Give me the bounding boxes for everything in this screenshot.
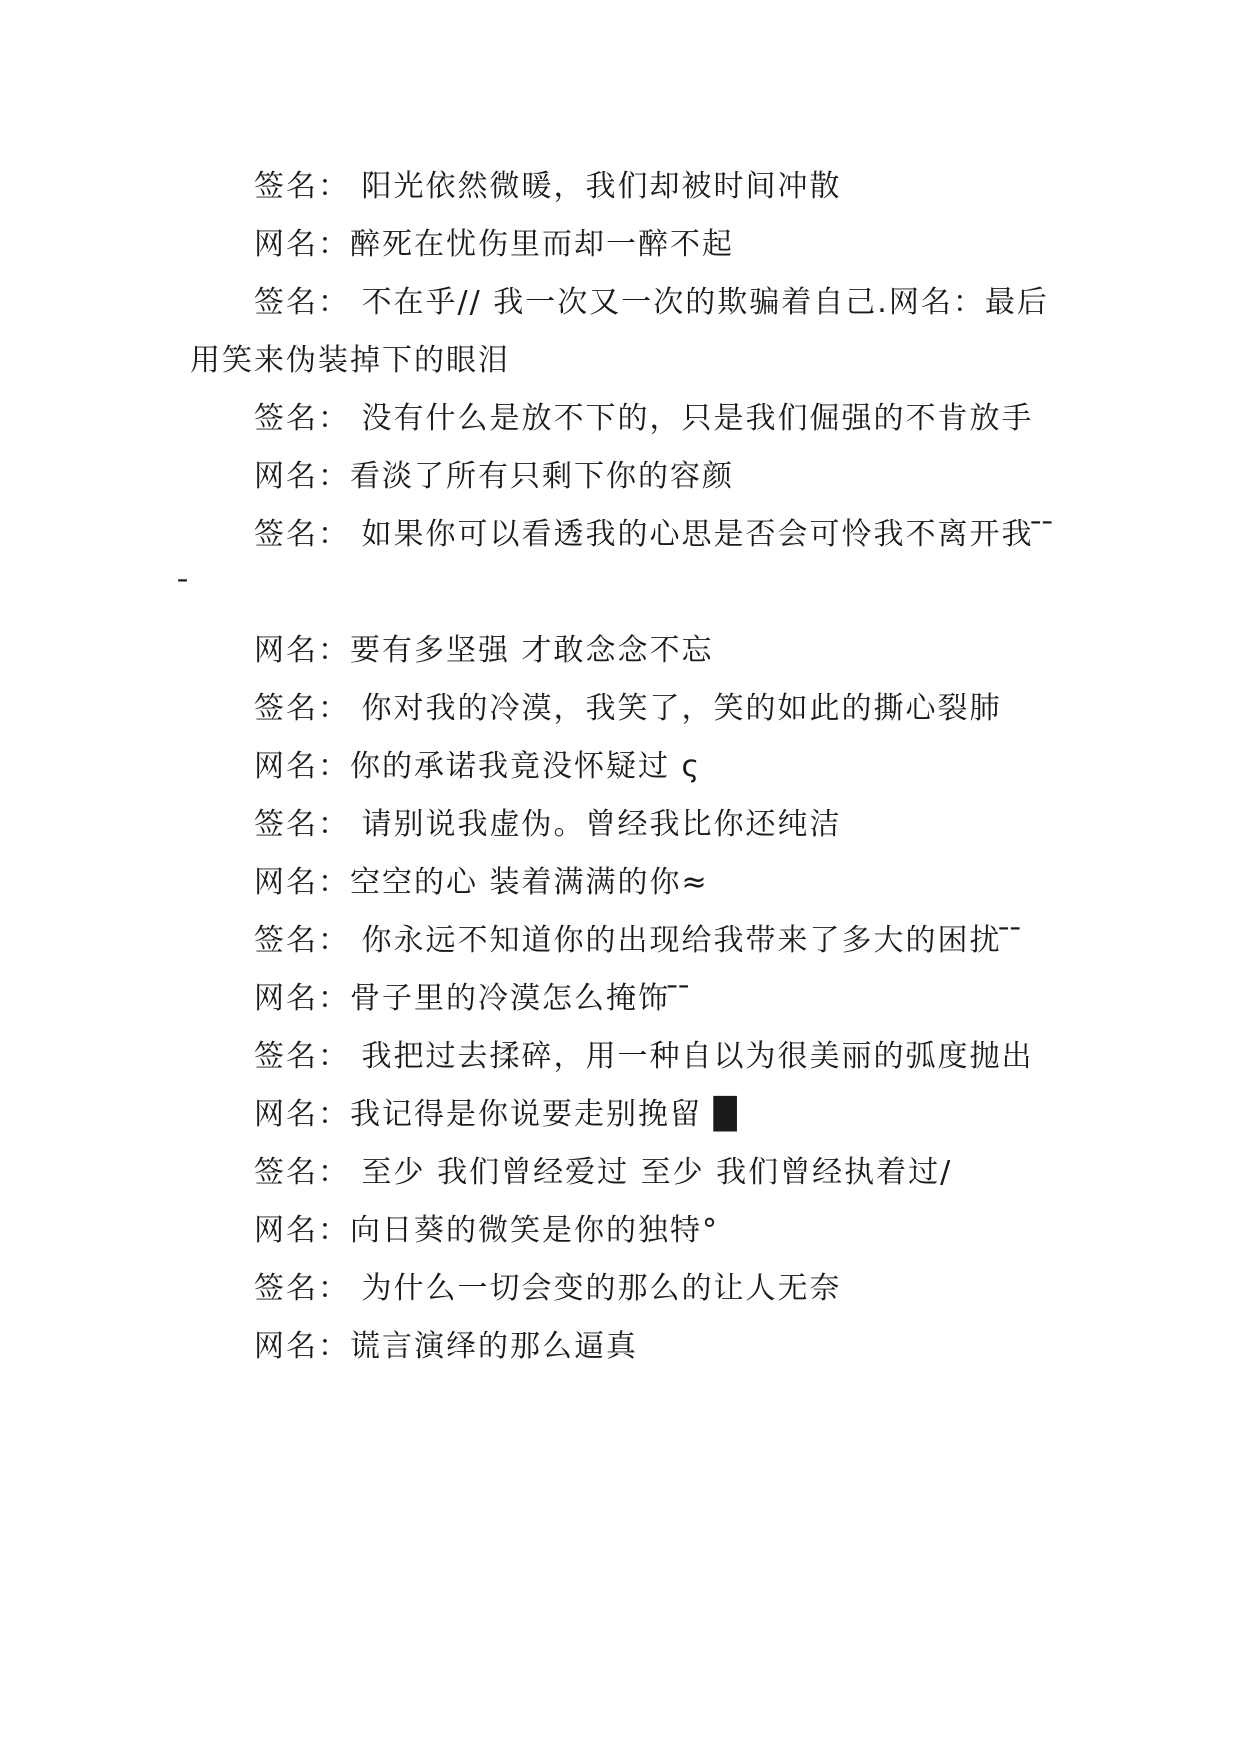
signature-line: 签名： 你永远不知道你的出现给我带来了多大的困扰 ̄ ̄ [254, 923, 1025, 958]
nickname-line: 网名：空空的心 装着满满的你≈ [254, 865, 709, 900]
nickname-line: 网名：向日葵的微笑是你的独特° [254, 1213, 719, 1248]
signature-line: 签名： 我把过去揉碎，用一种自以为很美丽的弧度抛出 [254, 1039, 1034, 1074]
nickname-line: 网名：要有多坚强 才敢念念不忘 [254, 633, 714, 668]
signature-line: 签名： 阳光依然微暖，我们却被时间冲散 [254, 169, 842, 204]
signature-line: 签名： 请别说我虚伪。曾经我比你还纯洁 [254, 807, 842, 842]
nickname-line: 网名：醉死在忧伤里而却一醉不起 [254, 227, 734, 262]
signature-line: 签名： 至少 我们曾经爱过 至少 我们曾经执着过/ [254, 1155, 953, 1190]
nickname-line: 网名：谎言演绎的那么逼真 [254, 1329, 638, 1364]
document-body [190, 158, 1057, 1376]
signature-line: 签名： 没有什么是放不下的，只是我们倔强的不肯放手 [254, 401, 1034, 436]
signature-line: 签名： 为什么一切会变的那么的让人无奈 [254, 1271, 842, 1306]
signature-line: 签名： 如果你可以看透我的心思是否会可怜我不离开我 ̄ ̄ [190, 517, 1057, 610]
nickname-line: 网名：你的承诺我竟没怀疑过 ς [254, 749, 702, 784]
nickname-line: 网名：看淡了所有只剩下你的容颜 [254, 459, 734, 494]
signature-line: 签名： 你对我的冷漠，我笑了，笑的如此的撕心裂肺 [254, 691, 1002, 726]
signature-line: 签名： 不在乎// 我一次又一次的欺骗着自己.网名：最后用笑来伪装掉下的眼泪 [190, 285, 1049, 378]
nickname-line: 网名：骨子里的冷漠怎么掩饰 ̄ ̄ [254, 981, 694, 1016]
nickname-line: 网名：我记得是你说要走别挽留 █ [254, 1097, 739, 1132]
